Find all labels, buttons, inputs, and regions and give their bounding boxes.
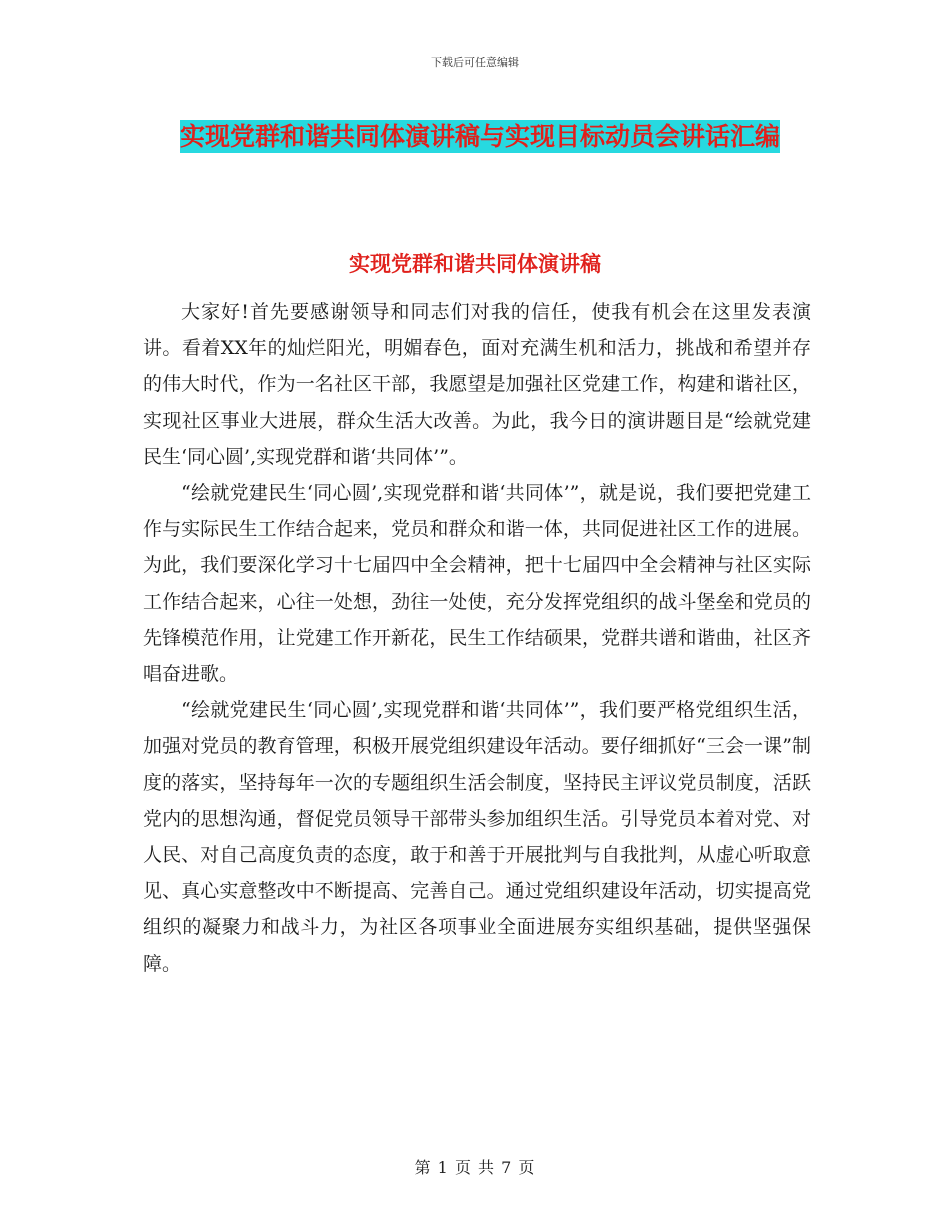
- header-note: 下载后可任意编辑: [431, 56, 519, 69]
- paragraph-1: 大家好!首先要感谢领导和同志们对我的信任，使我有机会在这里发表演讲。看着XX年的灿烂阳光，明媚春色，面对充满生机和活力，挑战和希望并存的伟大时代，作为一名社区干部，我愿望是加强社区党建工作，构建和谐社区，实现社区事业大进展，群众生活大改善。为此，我今日的演讲题目是“绘就党建民生‘同心圆’,实现党群和谐‘共同体’”。: [143, 301, 811, 468]
- paragraph-3: “绘就党建民生‘同心圆’,实现党群和谐‘共同体’”，我们要严格党组织生活，加强对党员的教育管理，积极开展党组织建设年活动。要仔细抓好“三会一课”制度的落实，坚持每年一次的专题组织生活会制度，坚持民主评议党员制度，活跃党内的思想沟通，督促党员领导干部带头参加组织生活。引导党员本着对党、对人民、对自己高度负责的态度，敢于和善于开展批判与自我批判，从虚心听取意见、真心实意整改中不断提高、完善自己。通过党组织建设年活动，切实提高党组织的凝聚力和战斗力，为社区各项事业全面进展夯实组织基础，提供坚强保障。: [143, 699, 811, 975]
- document-title: [140, 112, 820, 162]
- document-title-text: 实现党群和谐共同体演讲稿与实现目标动员会讲话汇编: [179, 122, 780, 151]
- page-number-footer: 第 1 页 共 7 页: [414, 1158, 536, 1177]
- section-title: 实现党群和谐共同体演讲稿: [349, 252, 601, 276]
- paragraph-2: “绘就党建民生‘同心圆’,实现党群和谐‘共同体’”，就是说，我们要把党建工作与实际民生工作结合起来，党员和群众和谐一体，共同促进社区工作的进展。为此，我们要深化学习十七届四中全会精神，把十七届四中全会精神与社区实际工作结合起来，心往一处想，劲往一处使，充分发挥党组织的战斗堡垒和党员的先锋模范作用，让党建工作开新花，民生工作结硕果，党群共谱和谐曲，社区齐唱奋进歌。: [143, 482, 811, 686]
- document-body: [143, 294, 811, 982]
